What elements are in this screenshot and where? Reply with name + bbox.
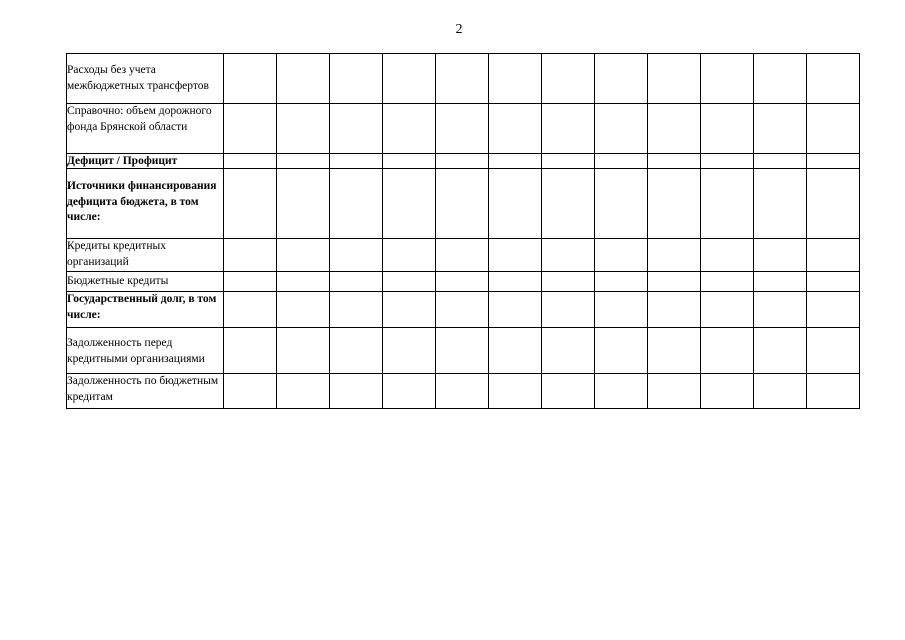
value-cell xyxy=(489,169,542,239)
value-cell xyxy=(277,104,330,154)
value-cell xyxy=(701,374,754,409)
value-cell xyxy=(330,169,383,239)
value-cell xyxy=(436,239,489,272)
value-cell xyxy=(277,154,330,169)
value-cell xyxy=(277,169,330,239)
value-cell xyxy=(436,54,489,104)
row-label: Источники финансирования дефицита бюджета, в том числе: xyxy=(67,169,224,239)
value-cell xyxy=(807,104,860,154)
value-cell xyxy=(701,154,754,169)
value-cell xyxy=(595,328,648,374)
value-cell xyxy=(807,328,860,374)
value-cell xyxy=(754,374,807,409)
value-cell xyxy=(595,54,648,104)
value-cell xyxy=(648,54,701,104)
value-cell xyxy=(648,239,701,272)
value-cell xyxy=(807,54,860,104)
value-cell xyxy=(489,239,542,272)
value-cell xyxy=(330,154,383,169)
value-cell xyxy=(224,169,277,239)
value-cell xyxy=(701,104,754,154)
value-cell xyxy=(224,54,277,104)
budget-table xyxy=(66,53,860,409)
budget-table-body xyxy=(67,54,860,409)
value-cell xyxy=(701,328,754,374)
value-cell xyxy=(754,104,807,154)
value-cell xyxy=(489,104,542,154)
value-cell xyxy=(436,169,489,239)
value-cell xyxy=(595,154,648,169)
value-cell xyxy=(595,104,648,154)
table-row xyxy=(67,292,860,328)
value-cell xyxy=(224,239,277,272)
value-cell xyxy=(542,104,595,154)
value-cell xyxy=(330,374,383,409)
value-cell xyxy=(330,328,383,374)
value-cell xyxy=(383,104,436,154)
value-cell xyxy=(330,104,383,154)
row-label: Задолженность перед кредитными организациями xyxy=(67,328,224,374)
value-cell xyxy=(648,374,701,409)
value-cell xyxy=(754,239,807,272)
value-cell xyxy=(383,54,436,104)
row-label: Дефицит / Профицит xyxy=(67,154,224,169)
value-cell xyxy=(277,292,330,328)
row-label: Справочно: объем дорожного фонда Брянской области xyxy=(67,104,224,154)
value-cell xyxy=(754,328,807,374)
value-cell xyxy=(701,239,754,272)
value-cell xyxy=(595,169,648,239)
value-cell xyxy=(648,272,701,292)
value-cell xyxy=(277,272,330,292)
table-row xyxy=(67,239,860,272)
page-number: 2 xyxy=(455,22,463,37)
value-cell xyxy=(542,292,595,328)
value-cell xyxy=(489,374,542,409)
row-label: Бюджетные кредиты xyxy=(67,272,224,292)
value-cell xyxy=(542,154,595,169)
value-cell xyxy=(383,239,436,272)
value-cell xyxy=(224,154,277,169)
value-cell xyxy=(277,54,330,104)
value-cell xyxy=(807,169,860,239)
table-row xyxy=(67,272,860,292)
value-cell xyxy=(224,374,277,409)
value-cell xyxy=(807,374,860,409)
value-cell xyxy=(383,328,436,374)
table-row xyxy=(67,169,860,239)
value-cell xyxy=(648,169,701,239)
value-cell xyxy=(436,154,489,169)
value-cell xyxy=(436,292,489,328)
value-cell xyxy=(542,169,595,239)
value-cell xyxy=(542,239,595,272)
value-cell xyxy=(383,154,436,169)
value-cell xyxy=(436,374,489,409)
value-cell xyxy=(595,292,648,328)
value-cell xyxy=(648,292,701,328)
value-cell xyxy=(330,292,383,328)
value-cell xyxy=(807,154,860,169)
value-cell xyxy=(754,292,807,328)
value-cell xyxy=(330,272,383,292)
value-cell xyxy=(277,239,330,272)
value-cell xyxy=(648,328,701,374)
value-cell xyxy=(489,292,542,328)
value-cell xyxy=(542,374,595,409)
value-cell xyxy=(754,154,807,169)
row-label: Государственный долг, в том числе: xyxy=(67,292,224,328)
value-cell xyxy=(701,272,754,292)
value-cell xyxy=(648,154,701,169)
row-label: Расходы без учета межбюджетных трансфертов xyxy=(67,54,224,104)
value-cell xyxy=(383,374,436,409)
value-cell xyxy=(701,54,754,104)
value-cell xyxy=(595,272,648,292)
value-cell xyxy=(542,54,595,104)
value-cell xyxy=(807,292,860,328)
value-cell xyxy=(648,104,701,154)
table-row xyxy=(67,104,860,154)
value-cell xyxy=(224,292,277,328)
value-cell xyxy=(330,54,383,104)
value-cell xyxy=(383,272,436,292)
row-label: Задолженность по бюджетным кредитам xyxy=(67,374,224,409)
value-cell xyxy=(542,272,595,292)
value-cell xyxy=(383,292,436,328)
table-row xyxy=(67,154,860,169)
value-cell xyxy=(224,104,277,154)
value-cell xyxy=(436,104,489,154)
value-cell xyxy=(595,374,648,409)
table-row xyxy=(67,54,860,104)
table-row xyxy=(67,328,860,374)
value-cell xyxy=(701,169,754,239)
value-cell xyxy=(754,272,807,292)
value-cell xyxy=(489,54,542,104)
value-cell xyxy=(383,169,436,239)
value-cell xyxy=(807,272,860,292)
value-cell xyxy=(595,239,648,272)
value-cell xyxy=(489,154,542,169)
value-cell xyxy=(436,328,489,374)
value-cell xyxy=(330,239,383,272)
value-cell xyxy=(754,169,807,239)
row-label: Кредиты кредитных организаций xyxy=(67,239,224,272)
value-cell xyxy=(489,272,542,292)
value-cell xyxy=(701,292,754,328)
value-cell xyxy=(224,328,277,374)
value-cell xyxy=(754,54,807,104)
value-cell xyxy=(436,272,489,292)
table-row xyxy=(67,374,860,409)
value-cell xyxy=(489,328,542,374)
value-cell xyxy=(807,239,860,272)
value-cell xyxy=(277,374,330,409)
value-cell xyxy=(542,328,595,374)
value-cell xyxy=(224,272,277,292)
value-cell xyxy=(277,328,330,374)
